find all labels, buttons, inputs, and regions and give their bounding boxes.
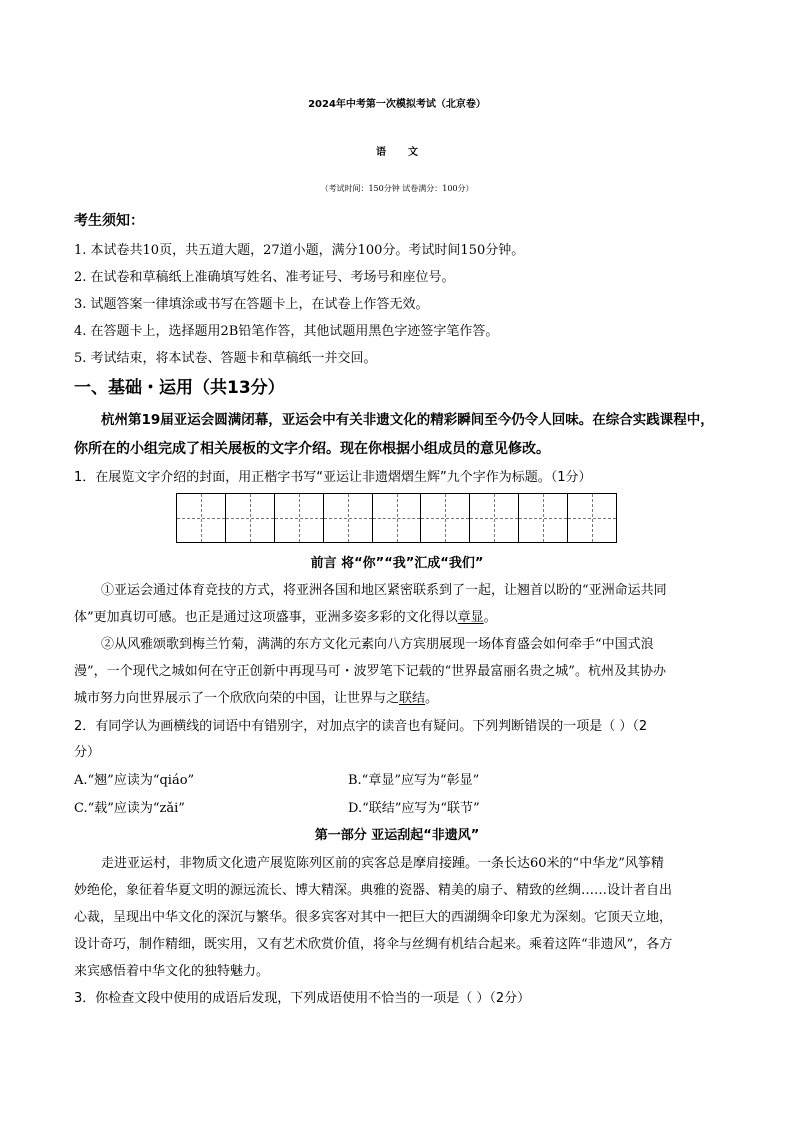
grid-cell[interactable] bbox=[177, 494, 226, 542]
grid-cell[interactable] bbox=[421, 494, 470, 542]
part1-text: 走进亚运村，非物质文化遗产展览陈列区前的宾客总是摩肩接踵。一条长达60米的“中华龙”风筝精 bbox=[101, 856, 664, 871]
grid-cell[interactable] bbox=[470, 494, 519, 542]
option-d[interactable]: D.“联结”应写为“联节” bbox=[348, 801, 480, 816]
option-a[interactable]: A.“翘”应读为“qiáo” bbox=[74, 773, 195, 788]
notice-item: 5. 考试结束，将本试卷、答题卡和草稿纸一并交回。 bbox=[74, 351, 377, 366]
grid-cell[interactable] bbox=[226, 494, 275, 542]
notice-item: 1. 本试卷共10页，共五道大题，27道小题，满分100分。考试时间150分钟。 bbox=[74, 243, 525, 258]
part1-text: 来宾感悟着中华文化的独特魅力。 bbox=[74, 964, 270, 979]
part1-text: 妙绝伦，象征着华夏文明的源远流长、博大精深。典雅的瓷器、精美的扇子、精致的丝绸……设计者自出 bbox=[74, 883, 673, 898]
grid-cell[interactable] bbox=[324, 494, 373, 542]
grid-cell[interactable] bbox=[568, 494, 616, 542]
notice-item: 2. 在试卷和草稿纸上准确填写姓名、准考证号、考场号和座位号。 bbox=[74, 270, 455, 285]
preface-text: 城市努力向世界展示了一个欣欣向荣的中国，让世界与之联结。 bbox=[74, 691, 439, 706]
question-1: 1．在展览文字介绍的封面，用正楷字书写“亚运让非遗熠熠生辉”九个字作为标题。（1分） bbox=[74, 470, 592, 485]
subject-title: 语文 bbox=[376, 147, 440, 158]
intro-line: 你所在的小组完成了相关展板的文字介绍。现在你根据小组成员的意见修改。 bbox=[74, 441, 550, 457]
preface-title: 前言 将“你”“我”汇成“我们” bbox=[310, 556, 484, 571]
preface-text: 漫”，一个现代之城如何在守正创新中再现马可・波罗笔下记载的“世界最富丽名贵之城”。杭州及其协办 bbox=[74, 664, 666, 679]
exam-title: 2024年中考第一次模拟考试（北京卷） bbox=[308, 99, 486, 110]
grid-cell[interactable] bbox=[519, 494, 568, 542]
option-c[interactable]: C.“载”应读为“zǎi” bbox=[74, 801, 185, 816]
part1-title: 第一部分 亚运刮起“非遗风” bbox=[314, 828, 480, 843]
section-heading: 一、基础・运用（共13分） bbox=[74, 378, 285, 398]
intro-line: 杭州第19届亚运会圆满闭幕，亚运会中有关非遗文化的精彩瞬间至今仍令人回味。在综合实践课程中， bbox=[101, 412, 714, 428]
exam-info: （考试时间：150分钟 试卷满分：100分） bbox=[320, 184, 474, 193]
question-2: 2．有同学认为画横线的词语中有错别字，对加点字的读音也有疑问。下列判断错误的一项是（ ）（2 bbox=[74, 719, 648, 734]
writing-grid[interactable] bbox=[176, 493, 617, 543]
part1-text: 心裁，呈现出中华文化的深沉与繁华。很多宾客对其中一把巨大的西湖绸伞印象尤为深刻。它顶天立地， bbox=[74, 910, 673, 925]
notice-item: 4. 在答题卡上，选择题用2B铅笔作答，其他试题用黑色字迹签字笔作答。 bbox=[74, 324, 499, 339]
underlined-word: 联结 bbox=[399, 691, 426, 706]
notice-item: 3. 试题答案一律填涂或书写在答题卡上，在试卷上作答无效。 bbox=[74, 297, 429, 312]
option-b[interactable]: B.“章显”应写为“彰显” bbox=[348, 773, 480, 788]
question-2-cont: 分） bbox=[74, 745, 101, 760]
notice-heading: 考生须知： bbox=[74, 213, 144, 229]
preface-text: 体”更加真切可感。也正是通过这项盛事，亚洲多姿多彩的文化得以章显。 bbox=[74, 610, 497, 625]
grid-cell[interactable] bbox=[275, 494, 324, 542]
underlined-word: 章显 bbox=[457, 610, 484, 625]
preface-text: ①亚运会通过体育竞技的方式，将亚洲各国和地区紧密联系到了一起，让翘首以盼的“亚洲命运共同 bbox=[101, 583, 667, 598]
preface-text: ②从风雅颂歌到梅兰竹菊，满满的东方文化元素向八方宾朋展现一场体育盛会如何牵手“中国式浪 bbox=[101, 637, 654, 652]
question-3: 3．你检查文段中使用的成语后发现，下列成语使用不恰当的一项是（ ）（2分） bbox=[74, 991, 531, 1006]
part1-text: 设计奇巧，制作精细，既实用，又有艺术欣赏价值，将伞与丝绸有机结合起来。乘着这阵“非遗风”，各方 bbox=[74, 937, 673, 952]
grid-cell[interactable] bbox=[373, 494, 422, 542]
